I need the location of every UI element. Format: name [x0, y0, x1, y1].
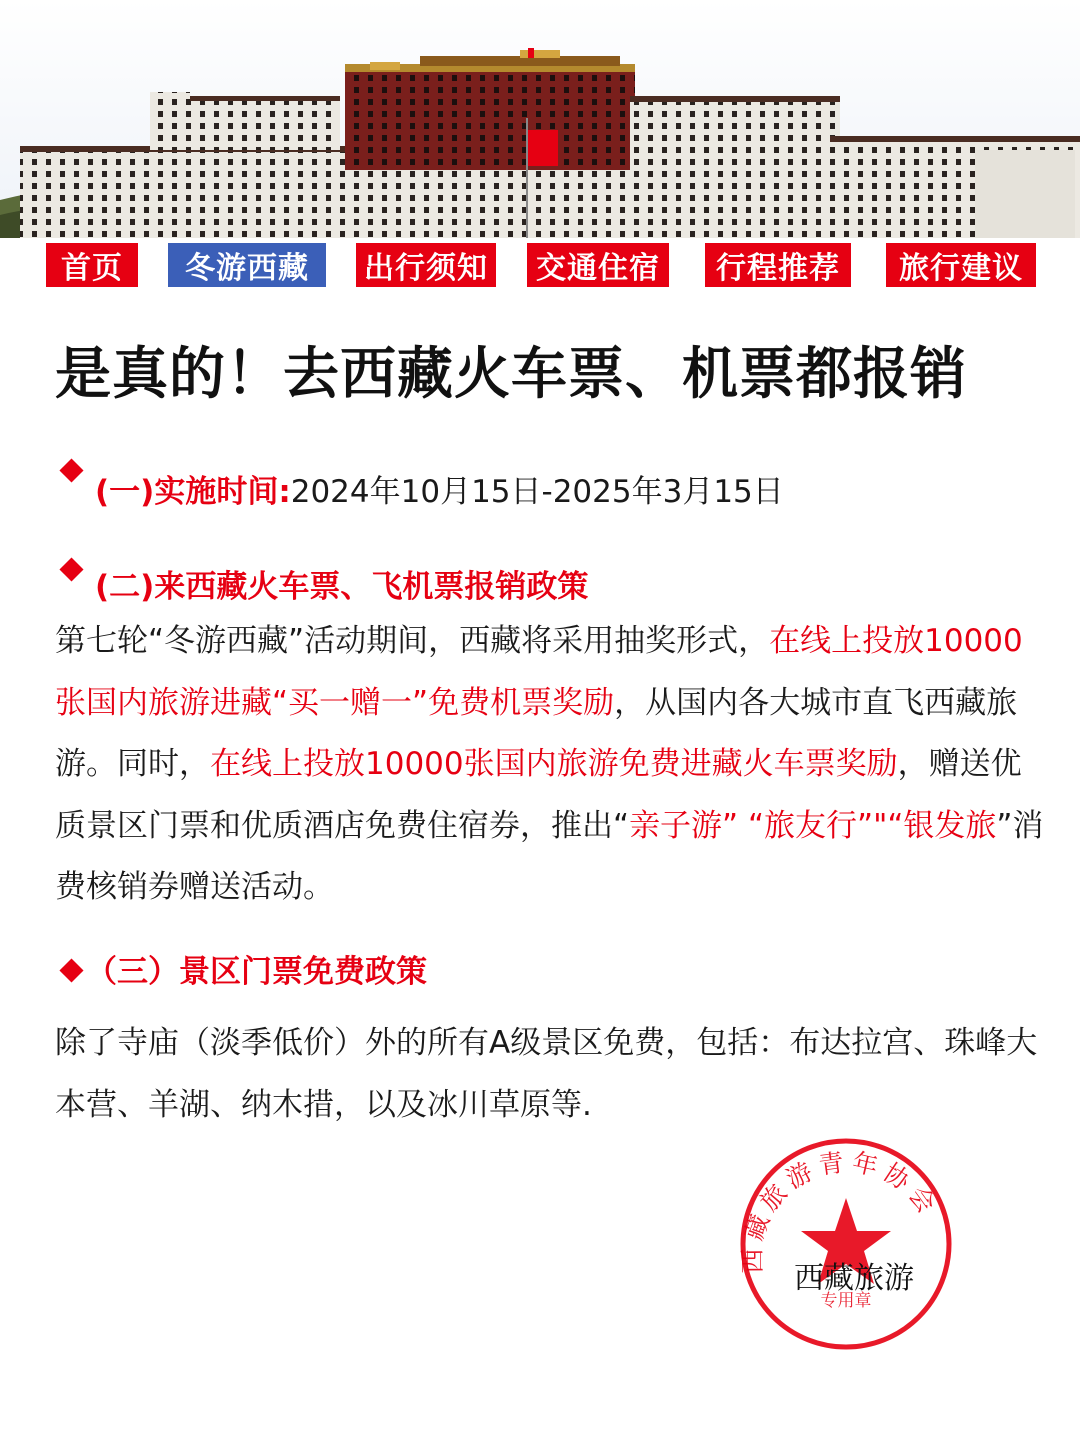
section1-heading: [95, 466, 784, 511]
bullet-diamond-icon: [59, 958, 83, 982]
stamp-center-text: 西藏旅游: [794, 1261, 914, 1296]
section3-heading: （三）景区门票免费政策: [86, 954, 427, 990]
nav-bar: [0, 243, 1080, 287]
section1-label: (一)实施时间:: [95, 474, 291, 510]
section2-body: [55, 611, 1045, 919]
section2-text-3: ，赠送优质景区门票和优质酒店免费住宿券，推出“: [55, 746, 1022, 844]
official-seal-stamp: [738, 1136, 954, 1352]
nav-transport-lodging[interactable]: 交通住宿: [527, 243, 669, 287]
nav-home[interactable]: 首页: [46, 243, 138, 287]
section2-text-1: 第七轮“冬游西藏”活动期间，西藏将采用抽奖形式，: [55, 623, 770, 659]
nav-travel-notice[interactable]: 出行须知: [356, 243, 496, 287]
section1-dates: 2024年10月15日-2025年3月15日: [290, 474, 784, 510]
section2-highlight-campaigns: 亲子游” “旅友行”"“银发旅: [629, 807, 997, 844]
article-title: 是真的！去西藏火车票、机票都报销: [55, 342, 967, 407]
section2-highlight-train: 在线上投放10000张国内旅游免费进藏火车票奖励: [210, 746, 898, 782]
bullet-diamond-icon: [59, 458, 83, 482]
nav-winter-tibet[interactable]: 冬游西藏: [168, 243, 326, 287]
banner-image: [0, 0, 1080, 238]
section2-highlight-flight: 在线上投放10000张国内旅游进藏“买一赠一”免费机票奖励: [55, 623, 1023, 721]
section2-text-4: ”消费核销券赠送活动。: [55, 807, 1044, 905]
nav-travel-tips[interactable]: 旅行建议: [886, 243, 1036, 287]
section2-heading: (二)来西藏火车票、飞机票报销政策: [95, 569, 589, 605]
bullet-diamond-icon: [59, 557, 83, 581]
section2-text-2: ，从国内各大城市直飞西藏旅游。同时，: [55, 684, 1018, 782]
nav-itinerary[interactable]: 行程推荐: [705, 243, 851, 287]
svg-text:专用章: 专用章: [820, 1291, 872, 1311]
svg-text:西藏旅游青年协会: 西藏旅游青年协会: [738, 1147, 945, 1274]
section3-body: 除了寺庙（淡季低价）外的所有A级景区免费，包括：布达拉宫、珠峰大本营、羊湖、纳木措，以及冰川草原等.: [55, 1025, 1038, 1123]
